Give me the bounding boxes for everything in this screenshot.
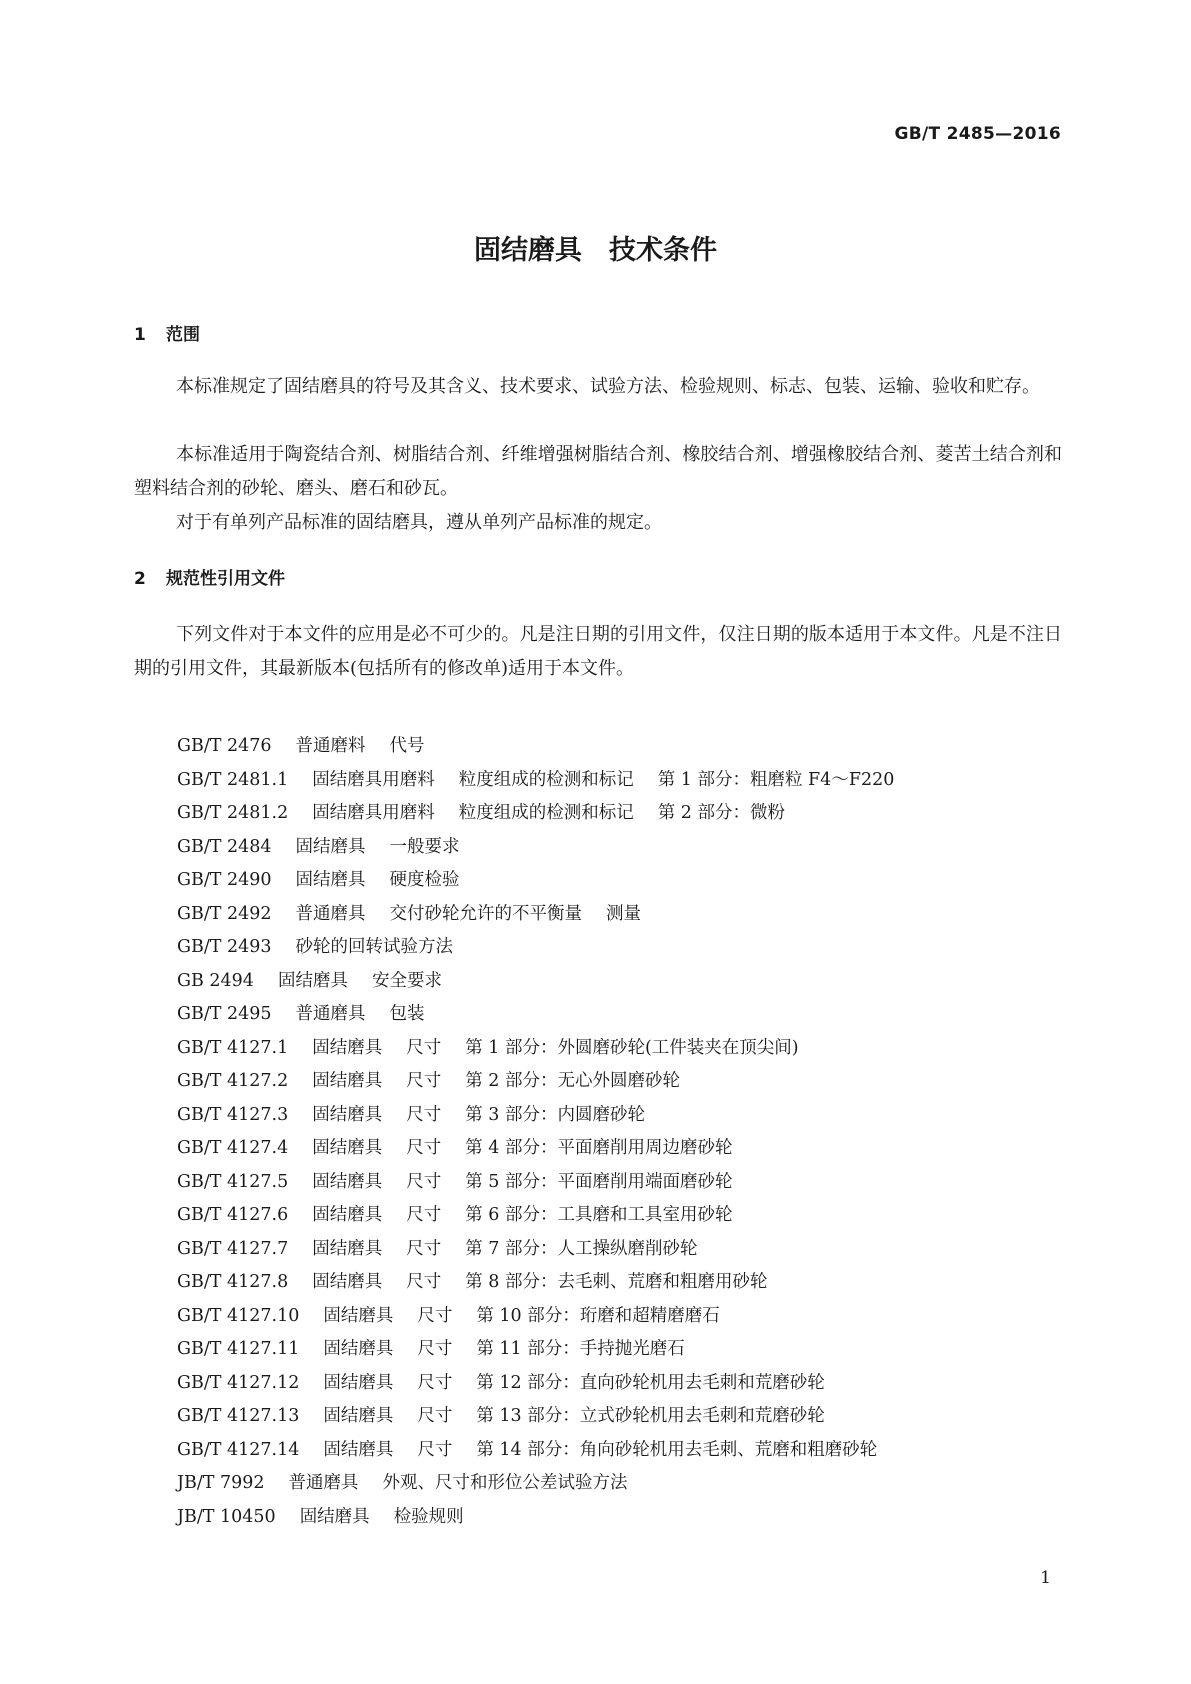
reference-title-segment: 普通磨具	[295, 903, 366, 924]
reference-code: GB/T 2490	[177, 870, 272, 890]
reference-code: GB/T 4127.1	[177, 1037, 289, 1058]
reference-title-segment: 固结磨具	[295, 836, 366, 857]
scope-paragraph-2: 本标准适用于陶瓷结合剂、树脂结合剂、纤维增强树脂结合剂、橡胶结合剂、增强橡胶结合剂、菱苦土结合剂和塑料结合剂的砂轮、磨头、磨石和砂瓦。	[134, 444, 1062, 499]
reference-code: GB/T 4127.6	[177, 1205, 289, 1225]
reference-title-segment: 尺寸	[406, 1104, 442, 1125]
reference-code: GB/T 2493	[177, 937, 272, 957]
reference-title-segment: 外观、尺寸和形位公差试验方法	[382, 1473, 628, 1493]
reference-title-segment: 第 12 部分：直向砂轮机用去毛刺和荒磨砂轮	[476, 1372, 825, 1393]
reference-title-segment: 第 2 部分：微粉	[657, 803, 785, 823]
reference-title-segment: 第 4 部分：平面磨削用周边磨砂轮	[465, 1138, 733, 1158]
reference-item	[177, 1266, 918, 1300]
reference-title-segment: 固结磨具用磨料	[312, 769, 435, 790]
document-title: 固结磨具 技术条件	[474, 235, 717, 266]
reference-item	[177, 1065, 918, 1099]
reference-title-segment: 硬度检验	[389, 870, 460, 890]
reference-item	[177, 1233, 918, 1267]
reference-title-segment: 测量	[606, 903, 642, 924]
reference-item	[177, 1300, 918, 1334]
reference-title-segment: 尺寸	[417, 1339, 453, 1359]
reference-item	[177, 764, 918, 798]
reference-code: GB/T 4127.11	[177, 1339, 300, 1359]
reference-code: GB/T 4127.5	[177, 1171, 289, 1192]
reference-code: GB/T 2481.2	[177, 803, 289, 823]
reference-code: GB/T 2492	[177, 903, 272, 924]
reference-title-segment: 固结磨具	[312, 1104, 383, 1125]
section-1-heading	[134, 320, 200, 345]
reference-title-segment: 尺寸	[406, 1138, 442, 1158]
reference-title-segment: 第 5 部分：平面磨削用端面磨砂轮	[465, 1171, 733, 1192]
reference-item	[177, 1501, 918, 1535]
reference-title-segment: 第 8 部分：去毛刺、荒磨和粗磨用砂轮	[465, 1272, 768, 1292]
reference-title-segment: 尺寸	[406, 1205, 442, 1225]
page-number: 1	[1040, 1568, 1051, 1588]
reference-item	[177, 1199, 918, 1233]
reference-title-segment: 粒度组成的检测和标记	[458, 803, 634, 823]
reference-title-segment: 尺寸	[406, 1171, 442, 1192]
section-1-number: 1	[134, 325, 146, 345]
reference-title-segment: 第 3 部分：内圆磨砂轮	[465, 1104, 645, 1125]
reference-title-segment: 普通磨具	[288, 1473, 359, 1493]
reference-title-segment: 固结磨具	[323, 1339, 394, 1359]
reference-code: JB/T 7992	[177, 1473, 265, 1493]
reference-title-segment: 固结磨具	[323, 1305, 394, 1326]
reference-title-segment: 尺寸	[406, 1272, 442, 1292]
section-1-title: 范围	[166, 325, 200, 345]
reference-item	[177, 1032, 918, 1066]
reference-title-segment: 固结磨具	[312, 1138, 383, 1158]
reference-title-segment: 固结磨具	[299, 1506, 370, 1527]
reference-title-segment: 安全要求	[371, 970, 442, 991]
reference-title-segment: 尺寸	[417, 1305, 453, 1326]
reference-code: GB/T 4127.4	[177, 1138, 289, 1158]
reference-code: GB/T 2481.1	[177, 769, 289, 790]
reference-title-segment: 第 10 部分：珩磨和超精磨磨石	[476, 1305, 720, 1326]
section-2-heading	[134, 564, 285, 589]
reference-title-segment: 第 7 部分：人工操纵磨削砂轮	[465, 1238, 698, 1259]
reference-item	[177, 1367, 918, 1401]
reference-title-segment: 固结磨具	[312, 1205, 383, 1225]
reference-title-segment: 固结磨具用磨料	[312, 803, 435, 823]
reference-title-segment: 尺寸	[417, 1372, 453, 1393]
reference-item	[177, 1099, 918, 1133]
reference-title-segment: 固结磨具	[312, 1037, 383, 1058]
scope-paragraph-3: 对于有单列产品标准的固结磨具，遵从单列产品标准的规定。	[176, 512, 662, 533]
reference-item	[177, 1467, 918, 1501]
reference-code: GB/T 4127.2	[177, 1071, 289, 1091]
standard-code: GB/T 2485—2016	[894, 124, 1061, 144]
reference-item	[177, 730, 918, 764]
reference-code: GB/T 4127.14	[177, 1439, 300, 1460]
reference-code: GB/T 4127.10	[177, 1305, 300, 1326]
reference-title-segment: 尺寸	[417, 1406, 453, 1426]
reference-code: GB/T 2495	[177, 1004, 272, 1024]
reference-item	[177, 1434, 918, 1468]
reference-item	[177, 797, 918, 831]
reference-item	[177, 931, 918, 965]
reference-item	[177, 1166, 918, 1200]
section-2-number: 2	[134, 569, 146, 589]
reference-title-segment: 普通磨料	[295, 736, 366, 756]
reference-title-segment: 第 1 部分：外圆磨砂轮(工件装夹在顶尖间)	[465, 1037, 799, 1058]
reference-title-segment: 检验规则	[393, 1506, 464, 1527]
reference-title-segment: 尺寸	[417, 1439, 453, 1460]
reference-title-segment: 尺寸	[406, 1071, 442, 1091]
reference-item	[177, 831, 918, 865]
reference-item	[177, 864, 918, 898]
reference-title-segment: 固结磨具	[312, 1071, 383, 1091]
reference-title-segment: 交付砂轮允许的不平衡量	[389, 903, 583, 924]
normative-references-list	[177, 730, 918, 1534]
reference-title-segment: 固结磨具	[323, 1406, 394, 1426]
reference-title-segment: 尺寸	[406, 1238, 442, 1259]
section-2-title: 规范性引用文件	[166, 569, 285, 589]
reference-title-segment: 固结磨具	[295, 870, 366, 890]
reference-title-segment: 尺寸	[406, 1037, 442, 1058]
reference-title-segment: 粒度组成的检测和标记	[458, 769, 634, 790]
reference-code: GB/T 4127.12	[177, 1372, 300, 1393]
reference-item	[177, 1132, 918, 1166]
reference-code: GB/T 4127.8	[177, 1272, 289, 1292]
reference-item	[177, 998, 918, 1032]
reference-code: JB/T 10450	[177, 1506, 276, 1527]
reference-item	[177, 1400, 918, 1434]
reference-title-segment: 第 13 部分：立式砂轮机用去毛刺和荒磨砂轮	[476, 1406, 825, 1426]
reference-title-segment: 固结磨具	[277, 970, 348, 991]
reference-title-segment: 第 1 部分：粗磨粒 F4～F220	[657, 769, 895, 790]
reference-item	[177, 898, 918, 932]
reference-title-segment: 一般要求	[389, 836, 460, 857]
reference-title-segment: 代号	[389, 736, 425, 756]
scope-paragraph-1: 本标准规定了固结磨具的符号及其含义、技术要求、试验方法、检验规则、标志、包装、运输、验收和贮存。	[176, 376, 1040, 397]
reference-item	[177, 1333, 918, 1367]
reference-code: GB 2494	[177, 970, 254, 991]
reference-title-segment: 第 2 部分：无心外圆磨砂轮	[465, 1071, 680, 1091]
reference-code: GB/T 4127.7	[177, 1238, 289, 1259]
reference-title-segment: 第 11 部分：手持抛光磨石	[476, 1339, 685, 1359]
reference-code: GB/T 4127.3	[177, 1104, 289, 1125]
reference-title-segment: 固结磨具	[312, 1171, 383, 1192]
reference-title-segment: 固结磨具	[312, 1238, 383, 1259]
reference-code: GB/T 4127.13	[177, 1406, 300, 1426]
reference-title-segment: 第 6 部分：工具磨和工具室用砂轮	[465, 1205, 733, 1225]
reference-title-segment: 普通磨具	[295, 1004, 366, 1024]
reference-title-segment: 固结磨具	[323, 1372, 394, 1393]
reference-title-segment: 砂轮的回转试验方法	[295, 937, 454, 957]
reference-title-segment: 包装	[389, 1004, 425, 1024]
references-intro-paragraph: 下列文件对于本文件的应用是必不可少的。凡是注日期的引用文件，仅注日期的版本适用于本文件。凡是不注日期的引用文件，其最新版本(包括所有的修改单)适用于本文件。	[134, 624, 1062, 679]
reference-title-segment: 第 14 部分：角向砂轮机用去毛刺、荒磨和粗磨砂轮	[476, 1439, 878, 1460]
reference-item	[177, 965, 918, 999]
reference-title-segment: 固结磨具	[323, 1439, 394, 1460]
reference-code: GB/T 2484	[177, 836, 272, 857]
reference-code: GB/T 2476	[177, 736, 272, 756]
reference-title-segment: 固结磨具	[312, 1272, 383, 1292]
